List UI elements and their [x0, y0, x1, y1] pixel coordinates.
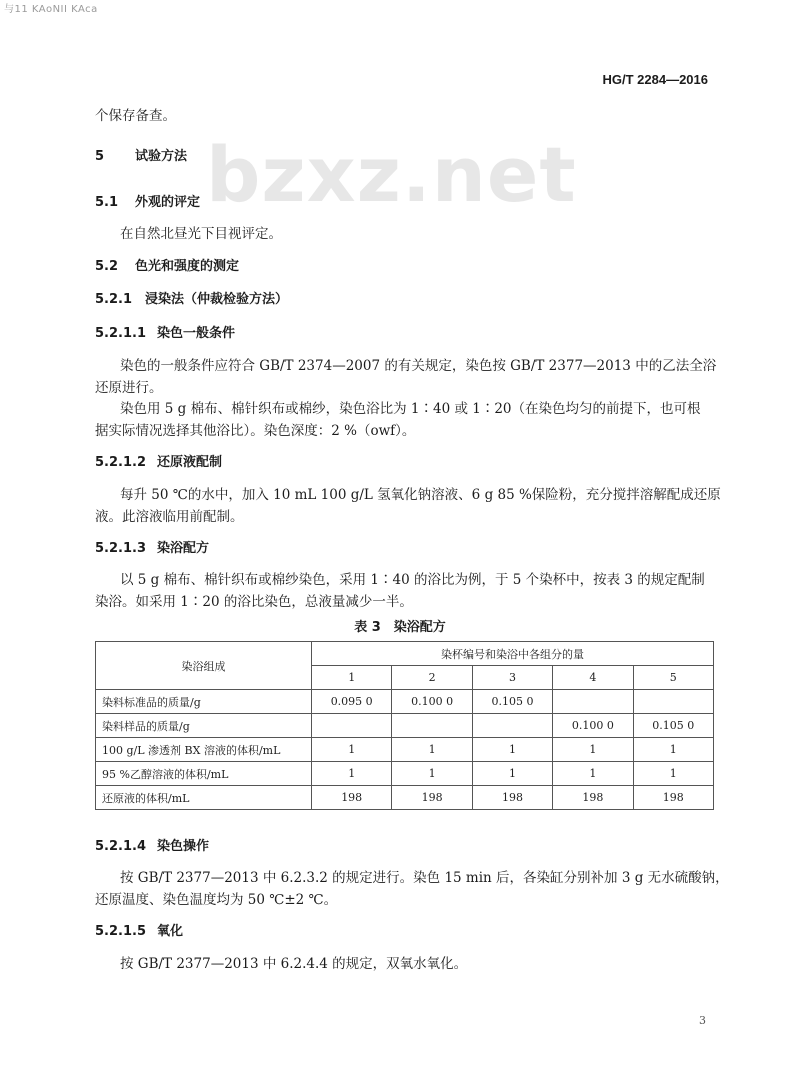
paragraph-line: 染色的一般条件应符合 GB/T 2374—2007 的有关规定，染色按 GB/T 2377—2013 中的乙法全浴	[120, 358, 717, 374]
table-cell	[472, 714, 552, 738]
row-label: 95 %乙醇溶液的体积/mL	[96, 762, 312, 786]
table-cell: 1	[553, 738, 633, 762]
paragraph-line: 据实际情况选择其他浴比）。染色深度：2 %（owf）。	[95, 423, 416, 439]
table-cell: 1	[472, 738, 552, 762]
paragraph-line: 每升 50 ℃的水中，加入 10 mL 100 g/L 氢氧化钠溶液、6 g 85 %保险粉，充分搅拌溶解配成还原	[120, 487, 721, 503]
section-5-2-1-5-heading	[95, 922, 183, 942]
paragraph: 在自然北昼光下目视评定。	[120, 226, 282, 242]
paragraph-line: 还原进行。	[95, 380, 163, 396]
table-cell: 1	[392, 762, 472, 786]
row-label: 100 g/L 渗透剂 BX 溶液的体积/mL	[96, 738, 312, 762]
row-label: 还原液的体积/mL	[96, 786, 312, 810]
section-number: 5.2.1.1	[95, 326, 146, 341]
table-cell	[312, 714, 392, 738]
section-5-2-1-2-heading	[95, 453, 222, 473]
section-number: 5.2.1.4	[95, 839, 146, 854]
table-cell: 1	[472, 762, 552, 786]
table-header-row	[96, 642, 714, 666]
table-row	[96, 762, 714, 786]
table-row	[96, 738, 714, 762]
table-cell	[553, 690, 633, 714]
section-title: 色光和强度的测定	[135, 259, 240, 274]
table-row	[96, 690, 714, 714]
section-5-2-heading	[95, 257, 239, 277]
paragraph-line: 液。此溶液临用前配制。	[95, 509, 244, 525]
watermark: bzxz.net	[206, 130, 577, 219]
section-title: 试验方法	[135, 149, 188, 164]
section-number: 5.2	[95, 259, 119, 274]
table-cell: 1	[312, 762, 392, 786]
section-5-heading	[95, 147, 187, 167]
standard-number: HG/T 2284—2016	[602, 72, 708, 87]
continued-text: 个保存备查。	[95, 108, 176, 124]
section-5-2-1-1-heading	[95, 324, 235, 344]
section-5-2-1-heading	[95, 290, 288, 310]
table-cell: 0.100 0	[553, 714, 633, 738]
table-caption: 表 3 染浴配方	[354, 620, 446, 635]
table-cell	[633, 690, 713, 714]
section-title: 氧化	[157, 924, 184, 939]
table-cell	[392, 714, 472, 738]
row-label: 染料样品的质量/g	[96, 714, 312, 738]
paragraph-line: 按 GB/T 2377—2013 中 6.2.4.4 的规定，双氧水氧化。	[120, 956, 468, 972]
page-number: 3	[699, 1014, 706, 1027]
group-header-cell: 染杯编号和染浴中各组分的量	[312, 642, 714, 666]
section-5-2-1-4-heading	[95, 837, 209, 857]
column-header: 4	[553, 666, 633, 690]
table-cell: 1	[312, 738, 392, 762]
table-cell: 198	[553, 786, 633, 810]
section-5-2-1-3-heading	[95, 539, 209, 559]
column-header: 3	[472, 666, 552, 690]
table-cell: 1	[633, 738, 713, 762]
section-title: 外观的评定	[135, 195, 201, 210]
column-header: 5	[633, 666, 713, 690]
section-number: 5	[95, 149, 105, 164]
corner-mark: 与11 KAoNII KAca	[4, 4, 98, 15]
table-cell: 1	[633, 762, 713, 786]
paragraph-line: 以 5 g 棉布、棉针织布或棉纱染色，采用 1∶40 的浴比为例，于 5 个染杯中，按表 3 的规定配制	[120, 572, 705, 588]
table-row	[96, 714, 714, 738]
table-cell: 1	[553, 762, 633, 786]
section-title: 还原液配制	[157, 455, 223, 470]
row-label: 染料标准品的质量/g	[96, 690, 312, 714]
section-title: 浸染法（仲裁检验方法）	[145, 292, 289, 307]
paragraph-line: 染色用 5 g 棉布、棉针织布或棉纱，染色浴比为 1∶40 或 1∶20（在染色均匀的前提下，也可根	[120, 401, 701, 417]
section-number: 5.2.1.5	[95, 924, 146, 939]
section-title: 染浴配方	[157, 541, 210, 556]
table-cell: 198	[472, 786, 552, 810]
section-number: 5.2.1.3	[95, 541, 146, 556]
table-row	[96, 786, 714, 810]
paragraph-line: 染浴。如采用 1∶20 的浴比染色，总液量减少一半。	[95, 594, 413, 610]
section-5-1-heading	[95, 193, 200, 213]
section-title: 染色一般条件	[157, 326, 236, 341]
section-number: 5.1	[95, 195, 119, 210]
column-header: 2	[392, 666, 472, 690]
section-number: 5.2.1	[95, 292, 133, 307]
paragraph-line: 还原温度、染色温度均为 50 ℃±2 ℃。	[95, 892, 338, 908]
row-header-cell: 染浴组成	[96, 642, 312, 690]
dye-bath-table	[95, 641, 714, 810]
section-number: 5.2.1.2	[95, 455, 146, 470]
section-title: 染色操作	[157, 839, 210, 854]
table-cell: 198	[392, 786, 472, 810]
table-cell: 198	[312, 786, 392, 810]
paragraph-line: 按 GB/T 2377—2013 中 6.2.3.2 的规定进行。染色 15 min 后，各染缸分别补加 3 g 无水硫酸钠，	[120, 870, 729, 886]
table-cell: 0.105 0	[472, 690, 552, 714]
table-cell: 198	[633, 786, 713, 810]
column-header: 1	[312, 666, 392, 690]
table-cell: 0.100 0	[392, 690, 472, 714]
table-cell: 0.095 0	[312, 690, 392, 714]
table-cell: 0.105 0	[633, 714, 713, 738]
table-cell: 1	[392, 738, 472, 762]
